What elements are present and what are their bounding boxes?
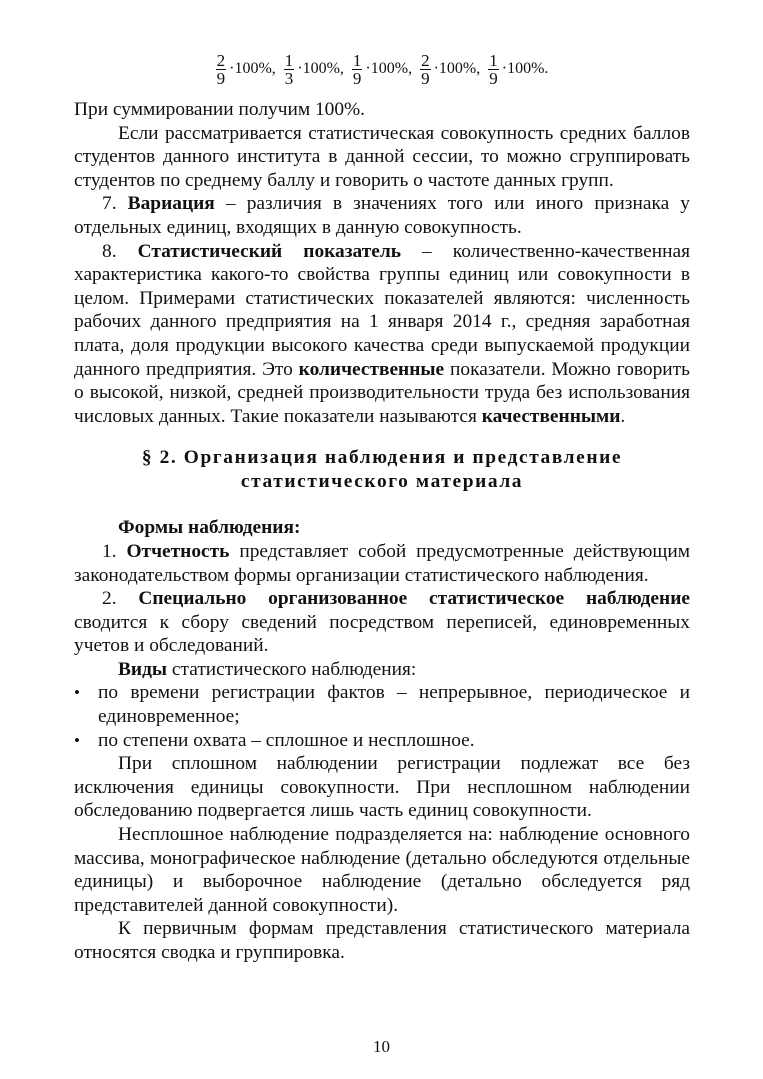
item-text: статистического наблюдения: [167,658,417,680]
fraction-term [284,52,344,87]
denominator: 9 [216,68,226,88]
section-heading-line: статистического материала [240,471,524,493]
section-heading [74,446,690,494]
fraction-multiplier: ·100%, [229,60,276,78]
section-heading-line: § 2. Организация наблюдения и представление [141,447,623,469]
fraction-multiplier: ·100%. [501,60,549,78]
numerator: 1 [352,50,362,70]
item-text: показатели. Можно говорить о высокой, низкой, средней производительности труда без использования числовых данных. Такие показатели называются [74,358,690,427]
fraction [352,52,363,87]
numerator: 2 [421,50,430,70]
page-number: 10 [373,1037,390,1056]
forms-title: Формы наблюдения: [118,517,301,539]
item-text: – различия в значениях того или иного признака у отдельных единиц, входящих в данную совокупность. [74,193,690,238]
fraction-term [488,52,548,87]
denominator: 9 [352,68,362,88]
item-text: . [620,405,626,427]
paragraph-partial-observation: Несплошное наблюдение подразделяется на: наблюдение основного массива, монографическое наблюдение (детально обследуются отдельные единицы) и выборочное наблюдение (детально обследуется ряд представителей данной совокупности). [74,824,690,916]
term-stat-indicator: Статистический показатель [137,240,401,262]
denominator: 9 [489,68,498,88]
fraction [488,52,499,87]
term-variation: Вариация [127,193,215,215]
form-special-observation [74,587,690,658]
fraction [216,52,227,87]
item-stat-indicator [74,240,690,429]
fraction [284,52,295,87]
fraction-term [216,52,276,87]
list-item [74,681,690,728]
fraction-multiplier: ·100%, [433,60,481,78]
list-item [74,729,690,753]
paragraph-institute: Если рассматривается статистическая совокупность средних баллов студентов данного института в данной сессии, то можно сгруппировать студентов по среднему баллу и говорить о частоте данных групп. [74,122,690,191]
item-text: сводится к сбору сведений посредством переписей, единовременных учетов и обследований. [74,611,690,657]
fraction [420,52,431,87]
term-qualitative: качественными [481,405,621,427]
fraction-formula [74,40,690,98]
item-text: представляет собой предусмотренные действующим законодательством формы организации статистического наблюдения. [74,540,690,586]
numerator: 1 [489,50,498,70]
paragraph-complete-observation: При сплошном наблюдении регистрации подлежат все без исключения единицы совокупности. При несплошном наблюдении обследованию подвергается лишь часть единиц совокупности. [74,753,690,822]
item-number: 7. [102,193,117,215]
fraction-multiplier: ·100%, [297,60,344,78]
numerator: 2 [216,50,226,70]
fraction-term [420,52,480,87]
item-number: 8. [102,240,117,262]
term-special-observation: Специально организованное статистическое наблюдение [138,588,690,610]
kinds-intro [74,658,690,682]
denominator: 9 [421,68,430,88]
denominator: 3 [284,68,294,88]
fraction-term [352,52,412,87]
term-quantitative: количественные [298,358,445,380]
paragraph-sum: При суммировании получим 100%. [74,99,366,120]
paragraph-primary-forms: К первичным формам представления статистического материала относятся сводка и группировка. [74,918,690,963]
bullet-icon: • [74,683,80,703]
item-number: 1. [102,540,117,562]
list-item-text: по степени охвата – сплошное и несплошное. [98,729,475,751]
numerator: 1 [284,50,294,70]
term-kinds: Виды [118,658,168,680]
bullet-icon: • [74,730,80,750]
fraction-multiplier: ·100%, [365,60,413,78]
form-reporting [74,540,690,587]
item-text: – количественно-качественная характеристика какого-то свойства группы единиц или совокупности в целом. Примерами статистических показателей являются: численность рабочих данного предприятия на 1 января 2014 г., средняя заработная плата, доля продукции высокого качества среди выпускаемой продукции данного предприятия. Это [74,240,690,380]
list-item-text: по времени регистрации фактов – непрерывное, периодическое и единовременное; [98,682,690,728]
item-variation [74,192,690,239]
item-number: 2. [102,588,117,610]
page-content [74,40,690,965]
term-reporting: Отчетность [126,540,230,562]
